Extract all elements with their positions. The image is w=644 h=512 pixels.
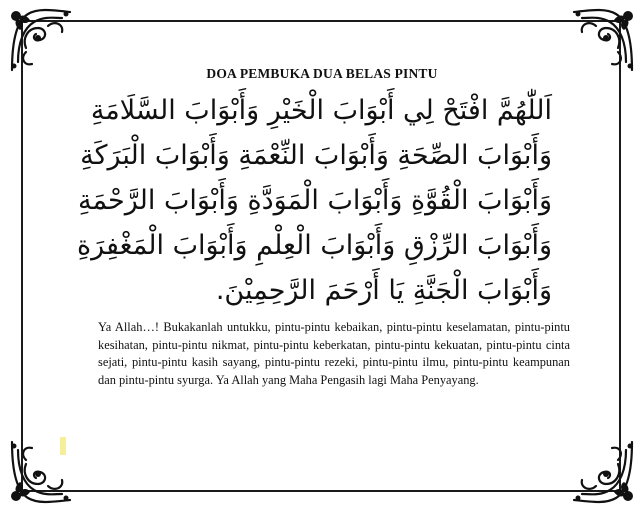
corner-ornament-top-right-icon (570, 8, 636, 74)
corner-ornament-bottom-right-icon (570, 438, 636, 504)
arabic-line-2: وَأَبْوَابَ الصِّحَةِ وَأَبْوَابَ النِّعْمَةِ وَأَبْوَابَ الْبَرَكَةِ (80, 140, 552, 171)
corner-ornament-top-left-icon (8, 8, 74, 74)
arabic-line-1: اَللّٰهُمَّ افْتَحْ لِي أَبْوَابَ الْخَيْرِ وَأَبْوَابَ السَّلَامَةِ (90, 95, 552, 126)
translation-paragraph: Ya Allah…! Bukakanlah untukku, pintu-pintu kebaikan, pintu-pintu keselamatan, pintu-pintu kesihatan, pintu-pintu nikmat, pintu-pintu keberkatan, pintu-pintu kekuatan, pintu-pintu cinta sejati, pintu-pintu kasih sayang, pintu-pintu rezeki, pintu-pintu ilmu, pintu-pintu keampunan dan pintu-pintu syurga. Ya Allah yang Maha Pengasih lagi Maha Penyayang. (98, 320, 570, 387)
arabic-line-4: وَأَبْوَابَ الرِّزْقِ وَأَبْوَابَ الْعِلْمِ وَأَبْوَابَ الْمَغْفِرَةِ (76, 230, 552, 261)
highlight-mark (60, 437, 66, 455)
arabic-prayer-text (76, 88, 552, 313)
arabic-line-5: وَأَبْوَابَ الْجَنَّةِ يَا أَرْحَمَ الرَّحِمِيْنَ. (215, 275, 552, 306)
page-title: DOA PEMBUKA DUA BELAS PINTU (206, 66, 438, 81)
arabic-line-3: وَأَبْوَابَ الْقُوَّةِ وَأَبْوَابَ الْمَوَدَّةِ وَأَبْوَابَ الرَّحْمَةِ (77, 185, 552, 216)
